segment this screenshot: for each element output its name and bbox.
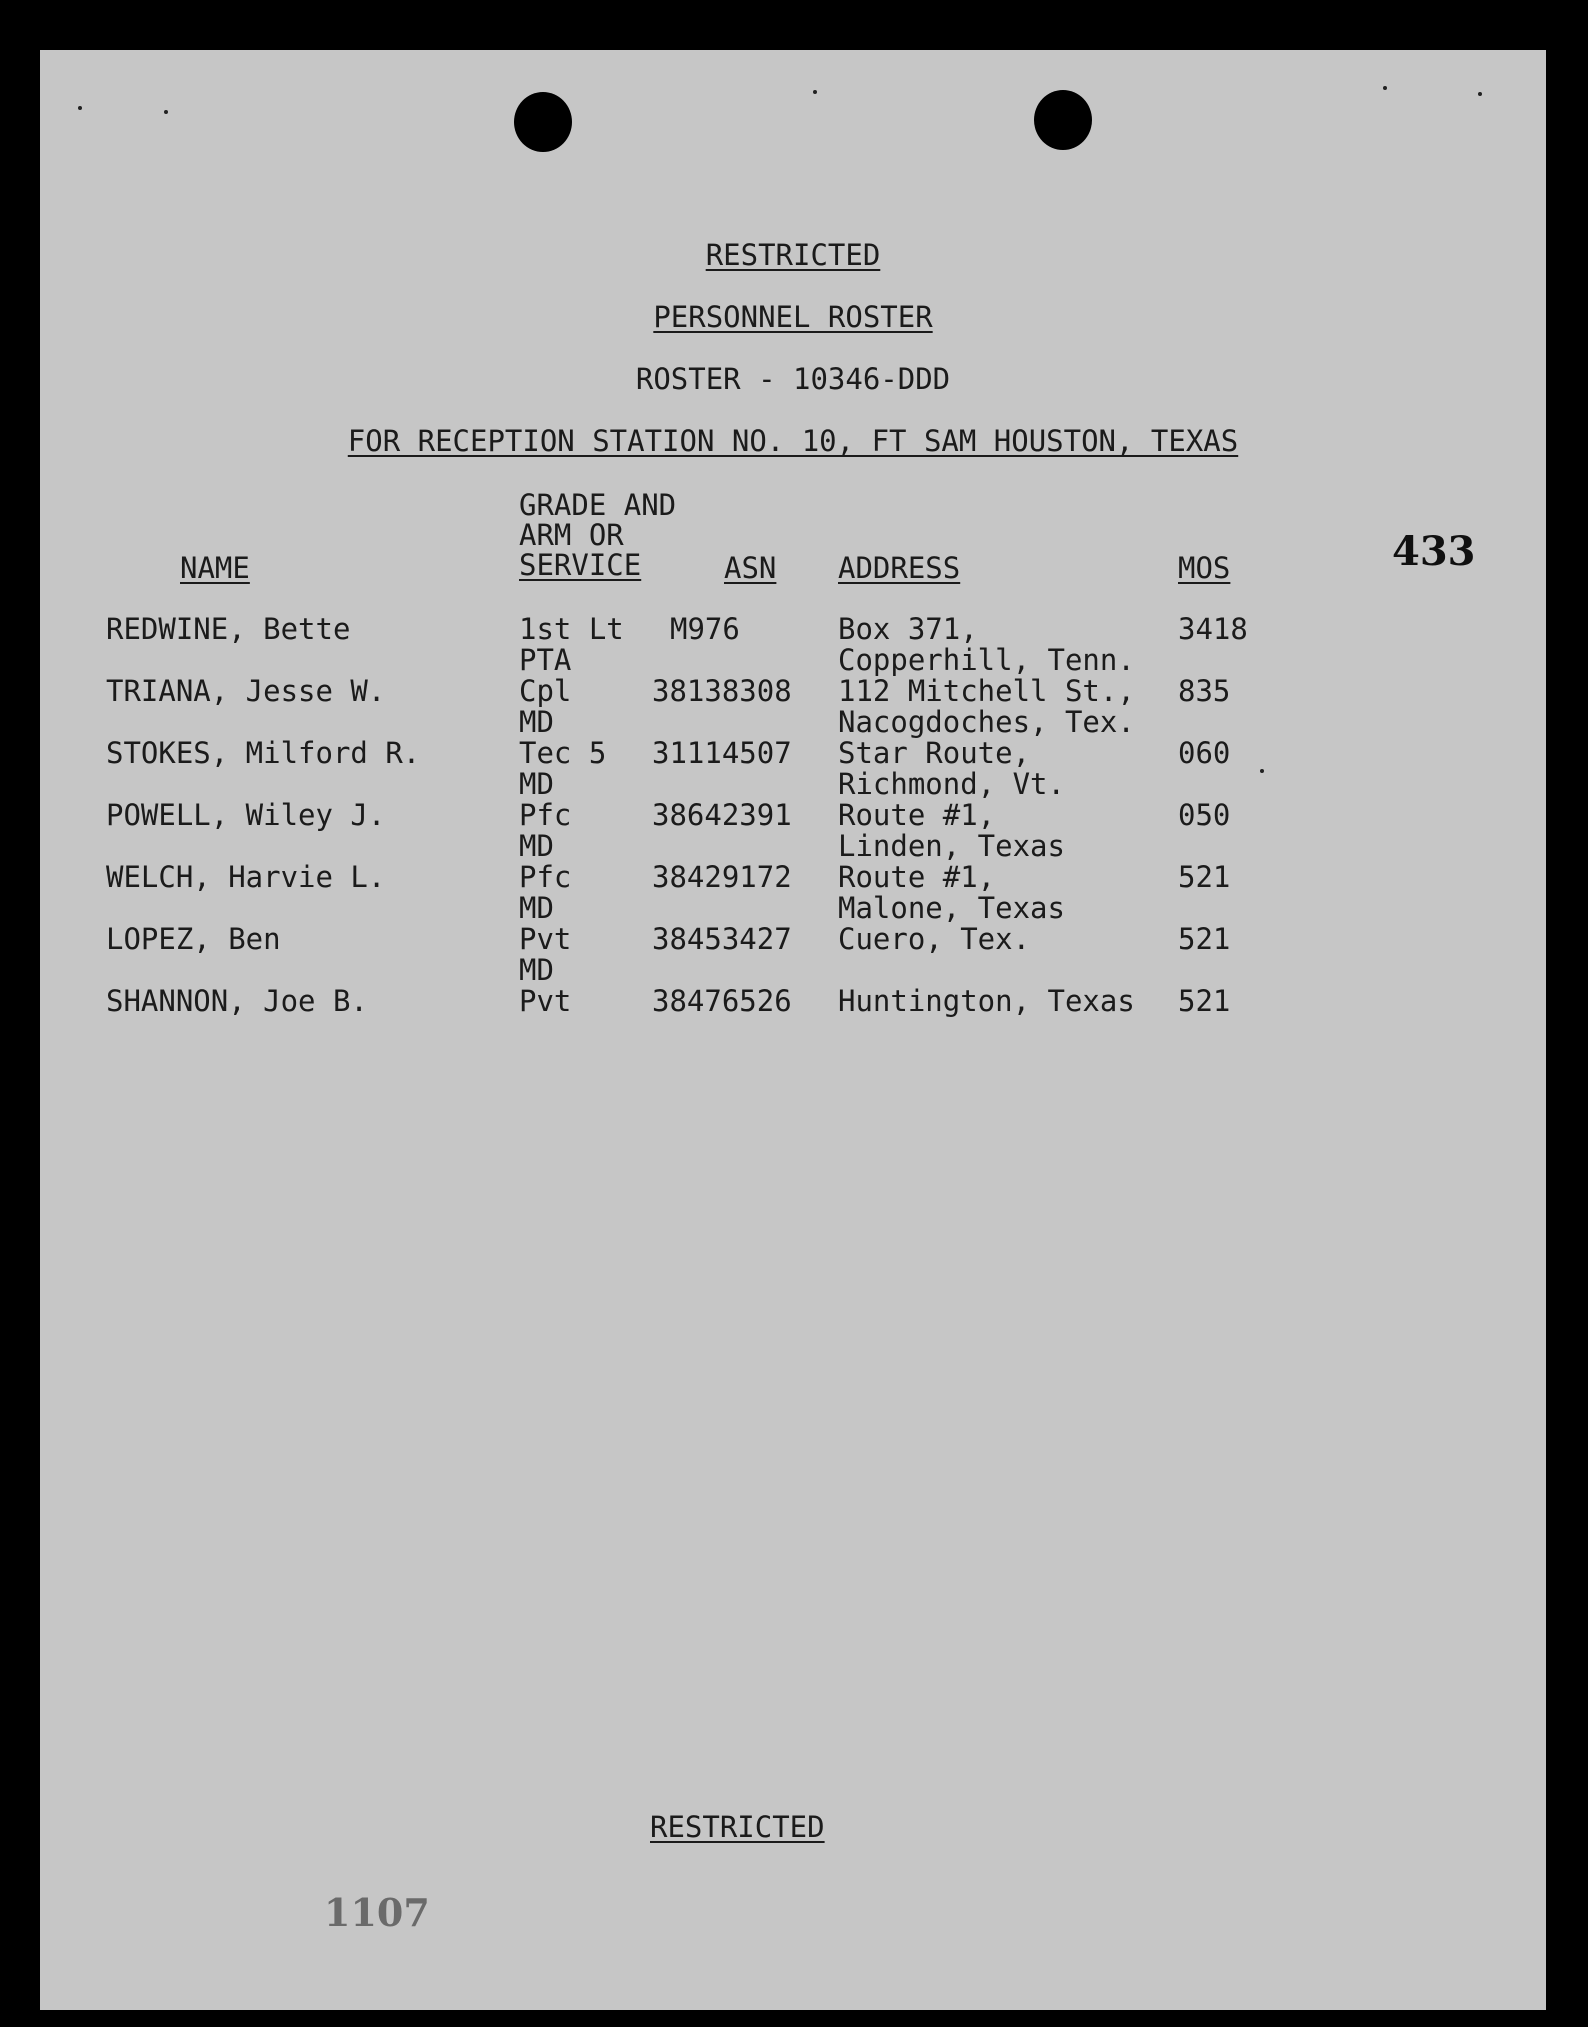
soldier-name: SHANNON, Joe B. — [106, 984, 368, 1018]
column-header-grade — [519, 490, 676, 580]
stamp-number: 1107 — [324, 1890, 430, 1935]
punch-hole-right — [1034, 90, 1092, 150]
address-line: Copperhill, Tenn. — [838, 643, 1135, 677]
address-line: 112 Mitchell St., — [838, 674, 1135, 708]
dust-speck — [813, 90, 817, 94]
mos: 521 — [1178, 860, 1231, 894]
grade: Pfc — [519, 798, 572, 832]
address-line: Richmond, Vt. — [838, 767, 1065, 801]
asn: 31114507 — [652, 736, 792, 770]
soldier-name: REDWINE, Bette — [106, 612, 351, 646]
table-row — [40, 986, 1546, 1048]
arm-or-service: MD — [519, 953, 554, 987]
column-header-asn: ASN — [724, 551, 777, 585]
asn: 38453427 — [652, 922, 792, 956]
classification-header: RESTRICTED — [705, 238, 881, 272]
asn: 38476526 — [652, 984, 792, 1018]
address-line: Malone, Texas — [838, 891, 1065, 925]
document-title: PERSONNEL ROSTER — [653, 300, 933, 334]
asn: 38138308 — [652, 674, 792, 708]
arm-or-service: PTA — [519, 643, 572, 677]
grade-header-line: GRADE AND — [519, 488, 677, 522]
document-sheet — [40, 50, 1546, 2010]
asn: 38642391 — [652, 798, 792, 832]
arm-or-service: MD — [519, 767, 554, 801]
table-row — [40, 614, 1546, 676]
address-line: Linden, Texas — [838, 829, 1065, 863]
table-row — [40, 924, 1546, 986]
table-row — [40, 862, 1546, 924]
mos: 3418 — [1178, 612, 1248, 646]
mos: 521 — [1178, 984, 1231, 1018]
grade: Tec 5 — [519, 736, 607, 770]
soldier-name: TRIANA, Jesse W. — [106, 674, 386, 708]
punch-hole-left — [514, 92, 572, 152]
mos: 835 — [1178, 674, 1231, 708]
address-line: Box 371, — [838, 612, 978, 646]
mos: 050 — [1178, 798, 1231, 832]
dust-speck — [1383, 86, 1387, 90]
grade-header-line: ARM OR — [519, 518, 624, 552]
table-row — [40, 738, 1546, 800]
asn: M976 — [670, 612, 740, 646]
column-header-name: NAME — [180, 551, 250, 585]
grade: Pvt — [519, 984, 572, 1018]
soldier-name: WELCH, Harvie L. — [106, 860, 386, 894]
address-line: Route #1, — [838, 798, 996, 832]
asn: 38429172 — [652, 860, 792, 894]
grade: Cpl — [519, 674, 572, 708]
soldier-name: POWELL, Wiley J. — [106, 798, 386, 832]
grade: Pvt — [519, 922, 572, 956]
soldier-name: STOKES, Milford R. — [106, 736, 421, 770]
arm-or-service: MD — [519, 829, 554, 863]
soldier-name: LOPEZ, Ben — [106, 922, 281, 956]
grade-header-line: SERVICE — [519, 548, 642, 582]
grade: Pfc — [519, 860, 572, 894]
station-line: FOR RECEPTION STATION NO. 10, FT SAM HOUSTON, TEXAS — [347, 424, 1239, 458]
address-line: Route #1, — [838, 860, 996, 894]
table-row — [40, 676, 1546, 738]
dust-speck — [78, 106, 82, 110]
address-line: Cuero, Tex. — [838, 922, 1031, 956]
address-line: Huntington, Texas — [838, 984, 1135, 1018]
grade: 1st Lt — [519, 612, 624, 646]
column-header-mos: MOS — [1178, 551, 1231, 585]
arm-or-service: MD — [519, 891, 554, 925]
address-line: Star Route, — [838, 736, 1031, 770]
arm-or-service: MD — [519, 705, 554, 739]
dust-speck — [1478, 92, 1482, 96]
dust-speck — [164, 110, 168, 114]
column-header-address: ADDRESS — [838, 551, 961, 585]
address-line: Nacogdoches, Tex. — [838, 705, 1135, 739]
mos: 060 — [1178, 736, 1231, 770]
classification-footer: RESTRICTED — [650, 1810, 825, 1844]
mos: 521 — [1178, 922, 1231, 956]
roster-number: ROSTER - 10346-DDD — [635, 362, 951, 396]
table-row — [40, 800, 1546, 862]
page-number: 433 — [1392, 528, 1476, 575]
